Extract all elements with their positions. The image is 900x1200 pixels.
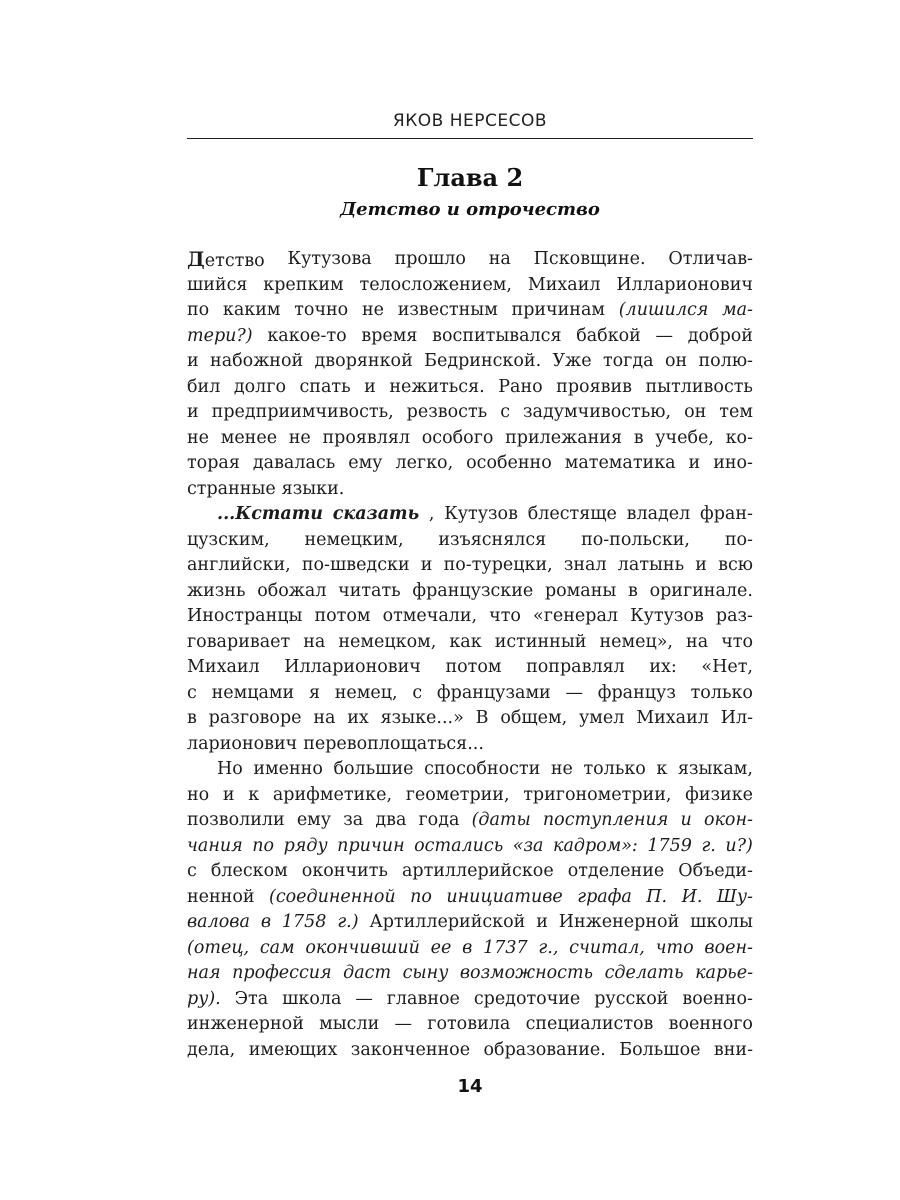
text-line: [187, 273, 753, 299]
word: законченное: [350, 1039, 471, 1060]
word: только: [583, 759, 646, 779]
word: Артиллерийской: [369, 912, 526, 932]
word: читать: [338, 580, 401, 601]
word: в: [633, 427, 644, 448]
word: немец»,: [599, 631, 673, 652]
running-head: ЯКОВ НЕРСЕСОВ: [392, 111, 548, 131]
word: давалась: [252, 453, 336, 473]
text-line: [187, 910, 753, 936]
word: латынь: [617, 555, 685, 575]
word: и: [187, 402, 199, 422]
word: г.): [337, 912, 359, 932]
word: и: [695, 555, 707, 575]
text-line: [187, 732, 753, 758]
word: 1759: [647, 835, 692, 856]
text-line: [187, 247, 753, 273]
word: по-шведски: [301, 555, 410, 575]
word: крепким: [263, 274, 344, 295]
chapter-title: Детство и отрочество: [340, 199, 600, 220]
word: особого: [421, 427, 494, 448]
word: в: [462, 937, 473, 958]
word: Шу-: [716, 886, 753, 907]
word: блестяще: [527, 504, 617, 524]
word: средоточие: [473, 988, 581, 1009]
word: окончить: [301, 861, 388, 881]
word: инициативе: [446, 886, 563, 907]
word: по-турецки,: [443, 555, 553, 575]
word: с: [412, 682, 423, 703]
word: етство: [204, 251, 265, 271]
word: причин: [337, 835, 405, 856]
word: «генерал: [533, 606, 619, 626]
text-line: [187, 630, 753, 656]
word: прилежания: [505, 427, 622, 448]
text-line: [187, 604, 753, 630]
word: доброй: [687, 325, 753, 346]
word: на: [313, 708, 336, 728]
word: валова: [187, 912, 250, 932]
text-line: [187, 936, 753, 962]
word: с: [187, 682, 197, 703]
word: поступления: [542, 810, 669, 830]
word: менее: [220, 427, 278, 448]
word: бил: [187, 376, 221, 397]
word: нежиться.: [389, 376, 485, 397]
word: особенно: [466, 453, 552, 473]
body-text: [187, 247, 753, 1063]
word: и: [187, 351, 199, 371]
word: ная: [187, 963, 221, 983]
word: пытливость: [645, 376, 753, 397]
word: специалистов: [525, 1014, 654, 1034]
word: ма-: [722, 300, 753, 320]
word: военного: [668, 1014, 753, 1034]
word: что: [489, 606, 521, 626]
word: шийся: [187, 274, 248, 295]
word: француз: [597, 682, 676, 703]
word: фран-: [700, 504, 753, 524]
word: тогда: [602, 351, 654, 371]
text-line: [187, 426, 753, 452]
word: как: [449, 631, 482, 652]
word: общем,: [500, 708, 568, 728]
word: на: [488, 249, 511, 269]
word: он: [664, 351, 688, 371]
word: вни-: [713, 1039, 753, 1060]
text-line: [187, 655, 753, 681]
word: немецким,: [304, 529, 404, 550]
word: резвость: [406, 402, 488, 422]
text-line: [187, 834, 753, 860]
word: ,: [428, 504, 435, 524]
word: потом: [445, 657, 502, 677]
word: Отличав-: [668, 249, 753, 269]
word: немец,: [334, 682, 398, 703]
word: в: [628, 580, 638, 601]
word: сам: [259, 937, 295, 958]
word: —: [655, 325, 674, 346]
word: не: [288, 427, 311, 448]
word: считал,: [569, 937, 645, 958]
word: г.: [701, 835, 716, 856]
word: проявив: [556, 376, 632, 397]
word: остались: [414, 835, 504, 856]
text-line: [187, 783, 753, 809]
word: П.: [646, 886, 668, 907]
word: графа: [577, 886, 632, 907]
word: —: [565, 682, 583, 703]
word: знал: [563, 555, 607, 575]
word: учебе,: [655, 427, 714, 448]
word: по: [187, 300, 210, 320]
word: Инженерной: [558, 912, 680, 932]
word: Уже: [552, 351, 592, 371]
word: ее: [430, 937, 452, 958]
text-line: [187, 961, 753, 987]
word: (лишился: [618, 300, 709, 320]
word: за: [343, 810, 364, 830]
word: истинный: [494, 631, 587, 652]
word: сыну: [402, 963, 449, 983]
word: Но: [217, 759, 243, 779]
word: геометрии,: [405, 784, 510, 805]
word: инженерной: [187, 1014, 304, 1034]
word: я: [308, 682, 320, 703]
word: сделать: [604, 963, 684, 983]
word: в: [260, 912, 271, 932]
word: легко,: [395, 453, 454, 473]
word: И.: [681, 886, 703, 907]
word: с: [500, 402, 510, 422]
word: какое-то: [267, 325, 347, 346]
word: Эта: [234, 988, 269, 1009]
word: и: [536, 912, 548, 932]
word: предприимчивость,: [211, 402, 394, 422]
word: В: [475, 708, 489, 728]
word: карье-: [695, 963, 753, 983]
word: по-польски,: [581, 529, 690, 550]
word: дворянкой: [314, 351, 413, 371]
word: французские: [412, 580, 534, 601]
word: на: [303, 631, 326, 652]
word: «за: [512, 835, 544, 856]
text-line: [187, 987, 753, 1013]
word: говаривает: [187, 631, 291, 652]
word: окон-: [703, 810, 753, 830]
word: немцами: [211, 682, 295, 703]
word: и: [364, 376, 376, 397]
word: два: [375, 810, 407, 830]
word: Михаил: [527, 274, 601, 295]
word: задумчивостью,: [523, 402, 672, 422]
word: математика: [564, 453, 676, 473]
word: проявлял: [322, 427, 411, 448]
word: романы: [544, 580, 617, 601]
word: ему: [348, 453, 383, 473]
word: (соединенной: [269, 886, 396, 907]
word: прошло: [394, 249, 466, 269]
word: ему: [296, 810, 332, 830]
page-number: 14: [457, 1076, 483, 1097]
word: военно-: [682, 988, 753, 1009]
word: (отец,: [187, 937, 250, 958]
word: профессия: [232, 963, 332, 983]
word: возможность: [459, 963, 594, 983]
chapter-number: Глава 2: [416, 163, 524, 192]
word: Илларионович: [284, 657, 421, 677]
word: Михаил: [636, 708, 709, 728]
word: школы: [690, 912, 753, 932]
word: главное: [386, 988, 460, 1009]
word: торая: [187, 453, 240, 473]
text-line: [187, 1038, 753, 1064]
word: языки.: [281, 478, 345, 499]
word: Объеди-: [678, 861, 753, 881]
word: чания: [187, 835, 243, 856]
text-line: [187, 553, 753, 579]
text-line: [187, 808, 753, 834]
word: странные: [187, 478, 276, 499]
word: перевоплощаться...: [303, 733, 484, 754]
word: и: [680, 810, 692, 830]
word: по-: [724, 529, 753, 550]
word: языке...»: [380, 708, 464, 728]
word: телосложением,: [359, 274, 512, 295]
word: он: [684, 402, 707, 422]
word: цузским,: [187, 529, 270, 550]
text-line: [187, 477, 753, 503]
word: арифметике,: [272, 784, 393, 805]
word: не: [187, 427, 210, 448]
word: Бедринской.: [424, 351, 542, 371]
word: ...Кстати: [217, 504, 323, 524]
text-line: [187, 349, 753, 375]
word: каким: [222, 300, 281, 320]
word: время: [361, 325, 418, 346]
word: способности: [424, 759, 541, 779]
word: не: [361, 300, 384, 320]
word: языкам,: [677, 759, 753, 779]
word: мысли: [319, 1014, 380, 1034]
text-line: [187, 579, 753, 605]
word: и: [688, 453, 701, 473]
word: воспитывался: [432, 325, 562, 346]
word: точно: [294, 300, 349, 320]
word: жизнь: [187, 580, 246, 601]
word: раз-: [715, 606, 753, 626]
word: готовила: [427, 1014, 511, 1034]
word: набожной: [210, 351, 304, 371]
word: бабкой: [576, 325, 641, 346]
word: «Нет,: [701, 657, 753, 677]
text-line: [187, 400, 753, 426]
word: и: [420, 555, 433, 575]
word: долго: [233, 376, 286, 397]
word: к: [656, 759, 668, 779]
word: русской: [594, 988, 669, 1009]
word: Михаил: [187, 657, 260, 677]
word: дела,: [187, 1039, 236, 1060]
word: потом: [314, 606, 371, 626]
word: и?): [725, 835, 753, 856]
word: тригонометрии,: [523, 784, 672, 805]
word: английски,: [187, 555, 291, 575]
word: поправлял: [526, 657, 625, 677]
word: позволили: [187, 810, 285, 830]
word: —: [355, 988, 373, 1009]
word: Иностранцы: [187, 606, 303, 626]
drop-cap: Д: [187, 247, 205, 271]
word: тем: [719, 402, 753, 422]
word: в: [187, 708, 197, 728]
word: воен-: [704, 937, 753, 958]
word: [187, 247, 265, 273]
word: их: [347, 708, 369, 728]
word: Илларионович: [616, 274, 753, 295]
word: отмечали,: [382, 606, 478, 626]
word: разговоре: [208, 708, 302, 728]
word: образование.: [483, 1039, 606, 1060]
word: —: [394, 1014, 413, 1034]
word: даст: [343, 963, 392, 983]
word: Кутузов: [444, 504, 518, 524]
text-line: [187, 324, 753, 350]
word: что: [721, 631, 753, 652]
word: окончивший: [305, 937, 420, 958]
word: ино-: [713, 453, 753, 473]
word: физике: [685, 784, 753, 805]
text-line: [187, 859, 753, 885]
word: Ил-: [720, 708, 753, 728]
text-line: [187, 885, 753, 911]
word: большие: [333, 759, 414, 779]
text-line: [187, 681, 753, 707]
word: школа: [282, 988, 342, 1009]
word: года: [418, 810, 460, 830]
word: кадром»:: [553, 835, 638, 856]
text-line: [187, 706, 753, 732]
word: сказать: [332, 504, 420, 524]
word: г.,: [538, 937, 559, 958]
word: по: [252, 835, 275, 856]
word: спать: [299, 376, 351, 397]
word: 1758: [281, 912, 327, 932]
word: ру).: [187, 988, 221, 1009]
word: Кутузова: [287, 249, 372, 269]
text-line: [187, 1012, 753, 1038]
word: тери?): [187, 325, 253, 346]
word: известным: [397, 300, 498, 320]
text-line: [187, 502, 753, 528]
word: Кутузов: [630, 606, 704, 626]
word: немецком,: [338, 631, 437, 652]
word: полю-: [698, 351, 753, 371]
word: и: [222, 784, 235, 805]
word: ряду: [283, 835, 328, 856]
word: к: [248, 784, 260, 805]
word: владел: [626, 504, 691, 524]
word: всю: [718, 555, 753, 575]
word: отделение: [567, 861, 665, 881]
word: оригинале.: [649, 580, 753, 601]
word: Большое: [619, 1039, 701, 1060]
word: что: [655, 937, 694, 958]
header-rule: [187, 138, 753, 139]
text-line: [187, 375, 753, 401]
word: блеском: [210, 861, 288, 881]
word: французами: [436, 682, 551, 703]
word: имеющих: [248, 1039, 338, 1060]
text-line: [187, 298, 753, 324]
word: ларионович: [187, 733, 298, 754]
word: на: [686, 631, 709, 652]
word: только: [690, 682, 753, 703]
word: ненной: [187, 886, 255, 907]
word: Псковщине.: [533, 249, 646, 269]
text-line: [187, 451, 753, 477]
word: Рано: [498, 376, 543, 397]
word: причинам: [511, 300, 606, 320]
word: 1737: [483, 937, 528, 958]
word: умел: [579, 708, 625, 728]
word: с: [187, 861, 197, 881]
text-line: [187, 528, 753, 554]
word: обожал: [257, 580, 327, 601]
word: ко-: [725, 427, 753, 448]
word: по: [410, 886, 432, 907]
word: не: [550, 759, 573, 779]
word: (даты: [471, 810, 531, 830]
word: но: [187, 784, 210, 805]
word: артиллерийское: [401, 861, 554, 881]
word: их:: [649, 657, 677, 677]
word: именно: [253, 759, 323, 779]
text-line: [187, 757, 753, 783]
word: изъяснялся: [438, 529, 547, 550]
